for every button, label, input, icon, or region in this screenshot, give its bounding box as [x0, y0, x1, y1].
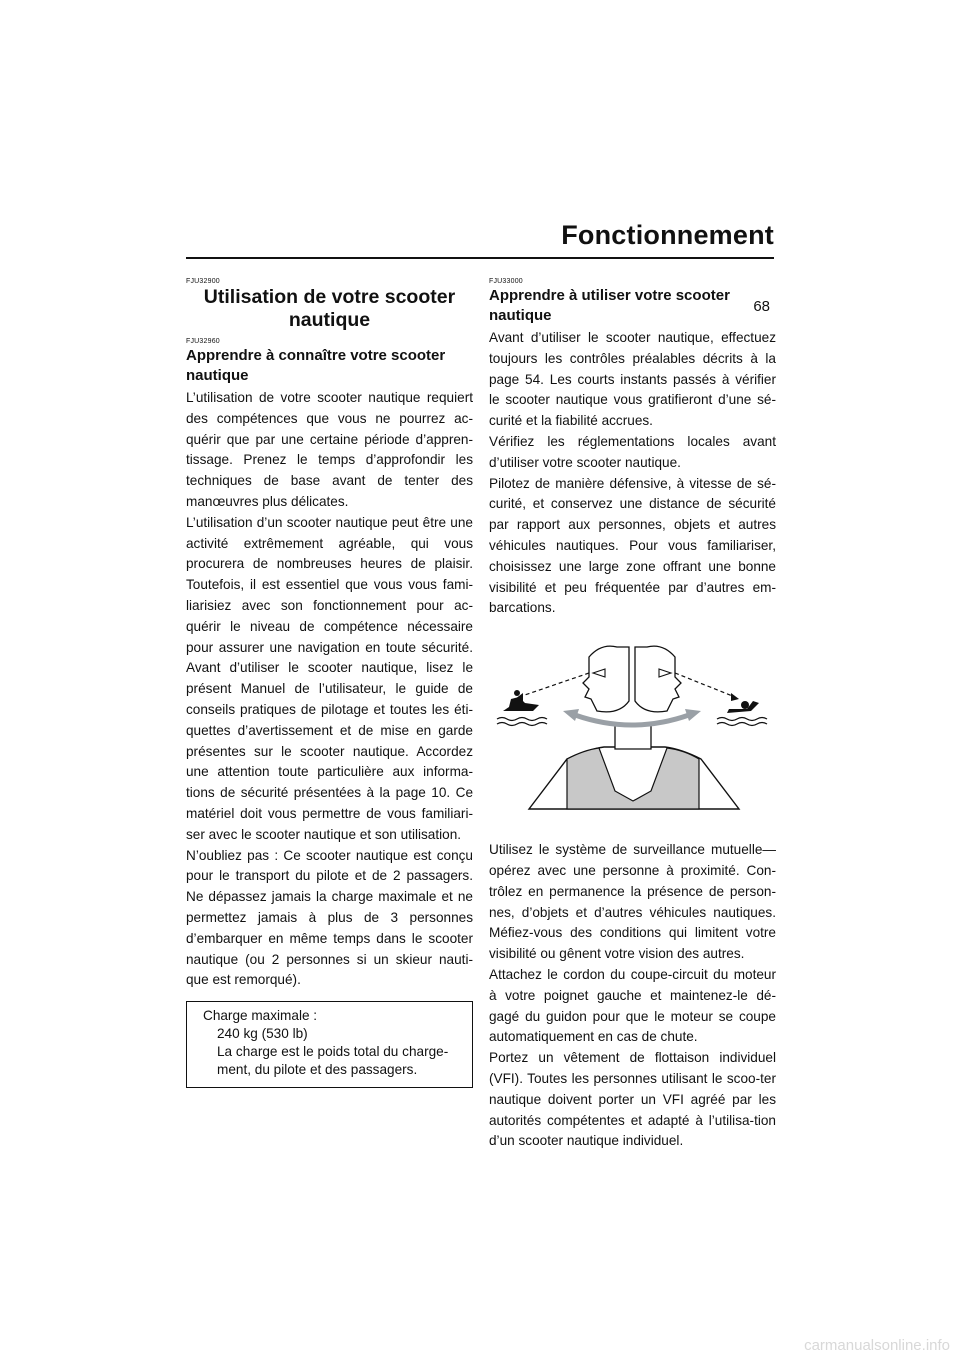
- subsection-title: Apprendre à utiliser votre scooter nautique: [489, 287, 730, 324]
- header-rule: [186, 257, 774, 259]
- section-code: FJU32900: [186, 278, 220, 285]
- paragraph: N’oubliez pas : Ce scooter nautique est conçu pour le transport du pilote et de 2 passagers. Ne dépassez jamais la charge maximale et ne permettez jamais à plus de 3 personnes d’embarquer en même temps dans le scooter nautique (ou 2 personnes si un skieur nauti-que est remorqué).: [186, 847, 473, 988]
- arrow-right-icon: [731, 693, 739, 701]
- section-title-line1: Utilisation de votre scooter: [203, 286, 456, 308]
- rider-body: [529, 747, 739, 809]
- lookout-illustration: [489, 631, 776, 821]
- gaze-line-right: [675, 673, 735, 697]
- subsection-title: Apprendre à connaître votre scooter nautique: [186, 347, 446, 384]
- max-load-box: [186, 1001, 473, 1088]
- left-column: [186, 278, 473, 1088]
- max-load-value: 240 kg (530 lb): [217, 1026, 308, 1042]
- paragraph: L’utilisation d’un scooter nautique peut être une activité extrêmement agréable, qui vous procurera de nombreuses heures de plaisir. Toutefois, il est essentiel que vous vous fami-liarisiez avec son fonctionnement pour ac-quérir le niveau de compétence nécessaire pour assurer une navigation en toute sécurité. Avant d’utiliser le scooter nautique, lisez le présent Manuel de l’utilisateur, le guide de conseils pratiques de pilotage et toutes les éti-quettes d’avertissement et de mise en garde présentes sur le scooter nautique. Accordez une attention toute particulière aux informa-tions de sécurité présentées à la page 10. Ce matériel doit vous permettre de vous familiari-ser avec le scooter nautique et son utilisation.: [186, 514, 473, 842]
- section-title-line2: nautique: [288, 309, 371, 331]
- head-left: [583, 646, 629, 712]
- swimmer-icon: [717, 701, 767, 726]
- paragraph: Avant d’utiliser le scooter nautique, effectuez toujours les contrôles préalables décrits à la page 54. Les courts instants passés à vérifier le scooter nautique vous gratifieront d’une sé-curité et la fiabilité accrues.: [489, 330, 776, 429]
- swivel-arrowhead-right-icon: [685, 709, 701, 721]
- page-number: 68: [753, 298, 770, 315]
- paragraph: Portez un vêtement de flottaison individuel (VFI). Toutes les personnes utilisant le scoo-ter nautique doivent porter un VFI agréé par les autorités compétentes et adapté à l’utilisa-tion d’un scooter nautique individuel.: [489, 1050, 776, 1149]
- section-title: [186, 286, 473, 332]
- paragraph: Vérifiez les réglementations locales avant d’utiliser votre scooter nautique.: [489, 433, 776, 470]
- subsection-code: FJU32960: [186, 338, 220, 345]
- paragraph: Attachez le cordon du coupe-circuit du moteur à votre poignet gauche et maintenez-le dé-gagé du guidon pour que le moteur se coupe automatiquement en cas de chute.: [489, 966, 776, 1045]
- watermark: carmanualsonline.info: [804, 1337, 950, 1354]
- paragraph: Pilotez de manière défensive, à vitesse de sé-curité, et conservez une distance de sécurité par rapport aux personnes, objets et autres véhicules nautiques. Pour vous familiariser, choisissez une large zone offrant une bonne visibilité et peu fréquentée par d’autres em-barcations.: [489, 475, 776, 616]
- max-load-label: Charge maximale :: [203, 1008, 318, 1024]
- paragraph: L’utilisation de votre scooter nautique requiert des compétences que vous ne pourrez ac-quérir que par une certaine période d’appren-tissage. Prenez le temps d’approfondir les techniques de base avant de tenter des manœuvres plus délicates.: [186, 390, 473, 509]
- max-load-description: La charge est le poids total du charge-ment, du pilote et des passagers.: [217, 1044, 449, 1078]
- paragraph: Utilisez le système de surveillance mutuelle—opérez avec une personne à proximité. Con-trôlez en permanence la présence de person-nes, d’objets et d’autres véhicules nautiques. Méfiez-vous des conditions qui limitent votre visibilité ou gênent votre vision des autres.: [489, 842, 776, 962]
- head-right: [635, 646, 681, 712]
- gaze-line-left: [519, 673, 589, 697]
- page-header-title: Fonctionnement: [561, 220, 774, 250]
- head-turn-arrow: [575, 715, 689, 725]
- right-column: [489, 278, 776, 1152]
- subsection-code: FJU33000: [489, 278, 523, 285]
- swivel-arrowhead-left-icon: [563, 709, 579, 721]
